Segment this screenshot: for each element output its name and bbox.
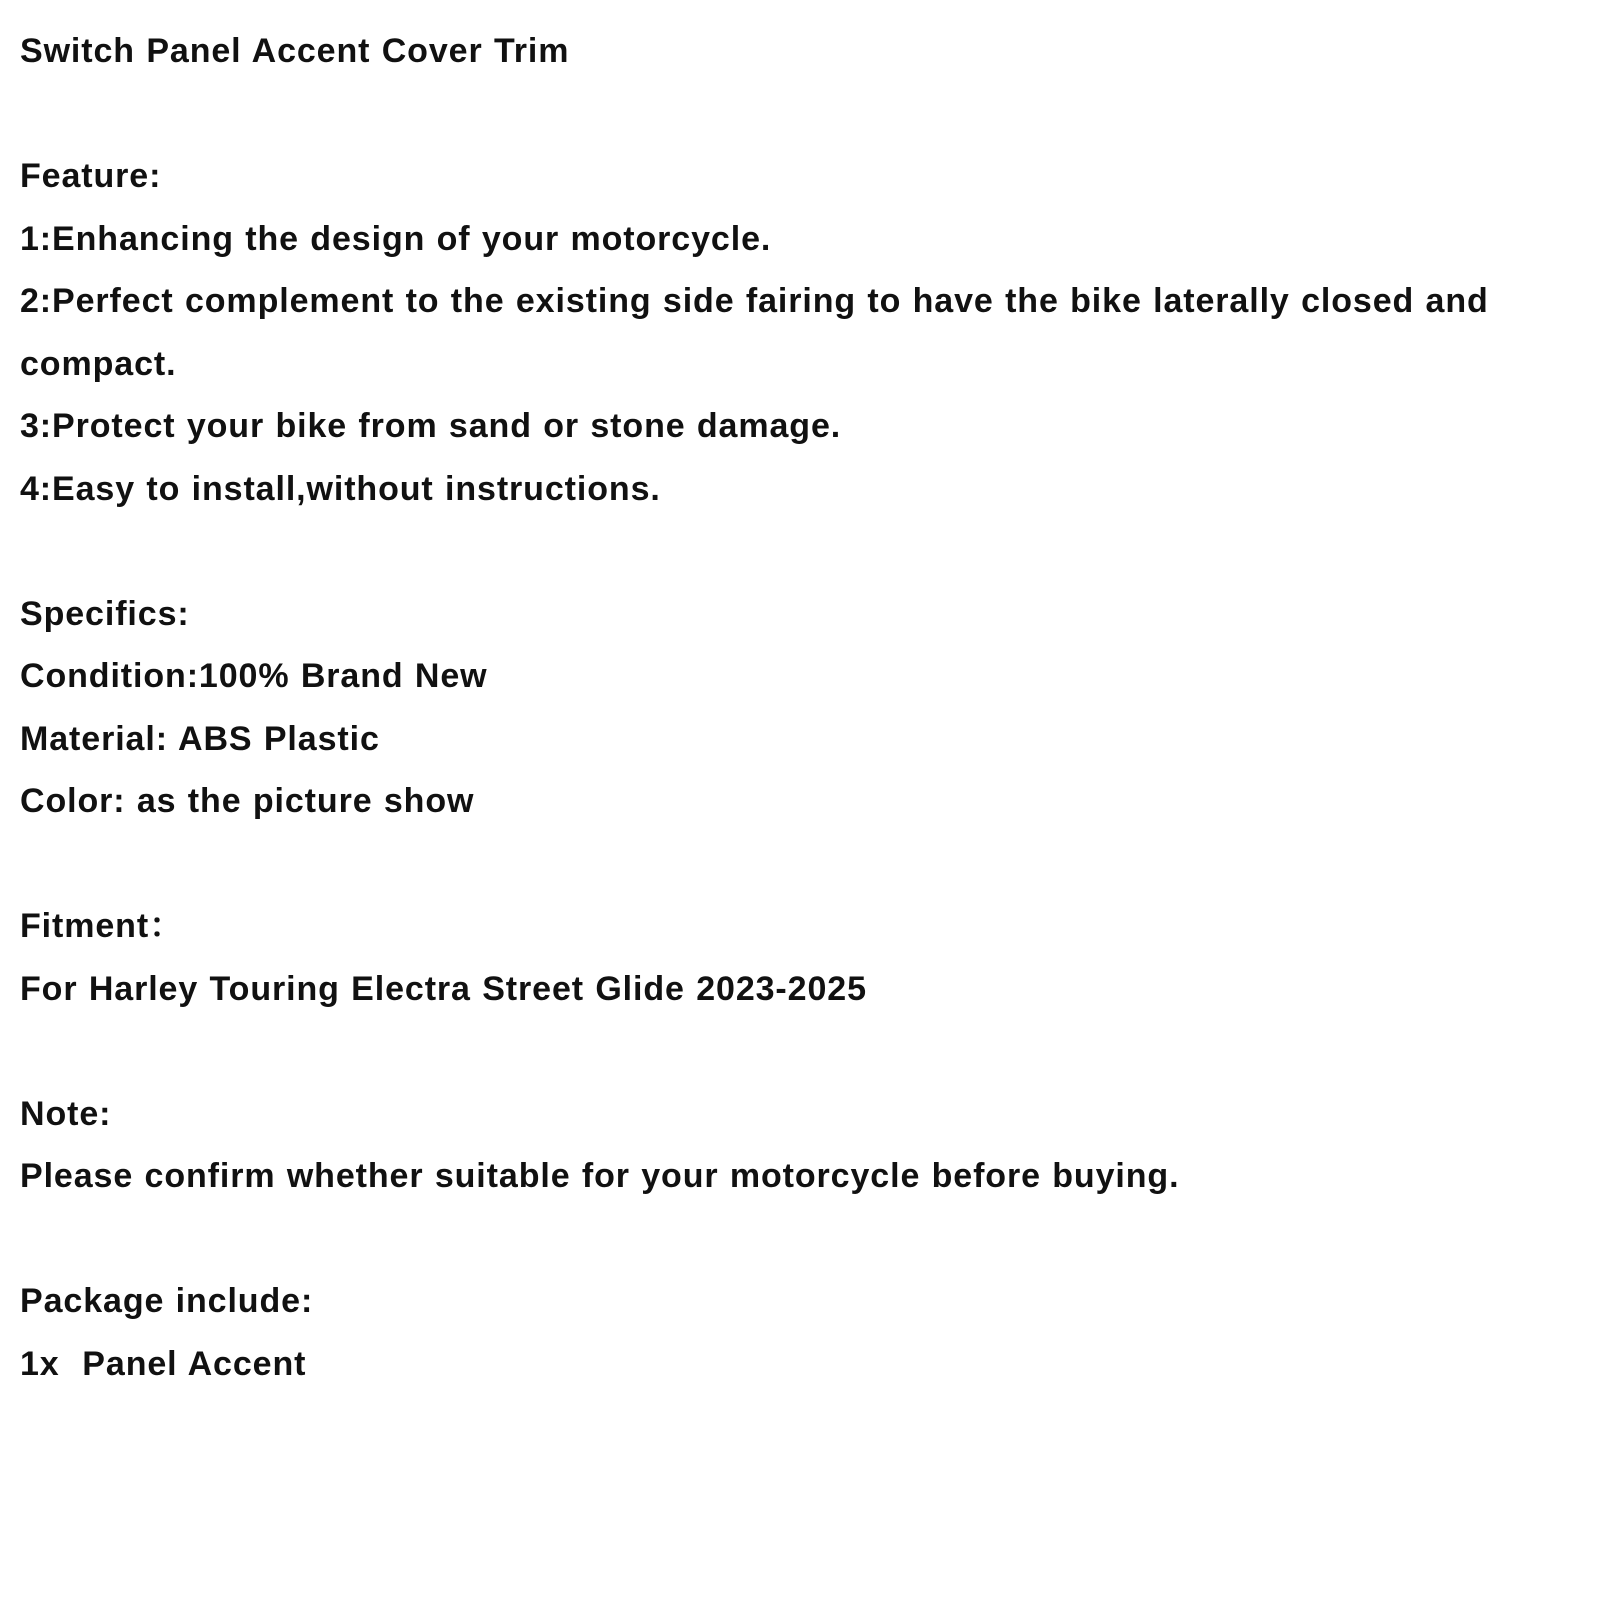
spacer [20, 520, 1580, 583]
spacer [20, 833, 1580, 896]
product-title: Switch Panel Accent Cover Trim [20, 32, 570, 70]
feature-heading: Feature: [20, 157, 162, 195]
spacer [20, 83, 1580, 146]
spacer [20, 1020, 1580, 1083]
specifics-heading: Specifics: [20, 594, 190, 633]
feature-item-2-continued: compact. [20, 344, 177, 383]
feature-item-4: 4:Easy to install,without instructions. [20, 469, 661, 508]
fitment-text: For Harley Touring Electra Street Glide 2023-2025 [20, 969, 867, 1008]
note-heading: Note: [20, 1094, 112, 1133]
package-heading: Package include: [20, 1282, 314, 1320]
feature-item-3: 3:Protect your bike from sand or stone damage. [20, 407, 842, 445]
spec-material: Material: ABS Plastic [20, 719, 380, 758]
feature-item-1: 1:Enhancing the design of your motorcycle. [20, 219, 772, 258]
spacer [20, 1208, 1580, 1271]
fitment-heading: Fitment： [20, 907, 184, 945]
feature-item-2: 2:Perfect complement to the existing side fairing to have the bike laterally closed and [20, 282, 1489, 320]
note-text: Please confirm whether suitable for your motorcycle before buying. [20, 1157, 1180, 1195]
product-description [20, 20, 1580, 1395]
spec-color: Color: as the picture show [20, 782, 475, 820]
package-text: 1x Panel Accent [20, 1344, 307, 1383]
spec-condition: Condition:100% Brand New [20, 657, 488, 695]
